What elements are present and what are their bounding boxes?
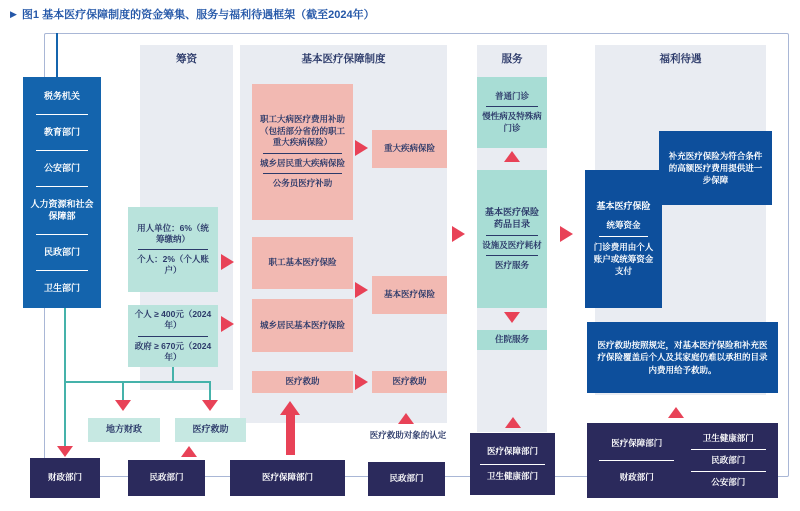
general-outpatient: 普通门诊 — [494, 91, 529, 102]
outpatient-services-box — [477, 77, 547, 148]
divider — [486, 255, 539, 256]
arrow-up-combo-box-icon — [505, 417, 521, 428]
arrow-down-to-finance-dept-icon — [57, 446, 73, 457]
funding-medical-assistance-label: 医疗救助 — [192, 424, 229, 435]
group-left-column — [595, 429, 679, 492]
big-up-arrow-head-icon — [280, 401, 300, 415]
connector-resident-scheme-down — [172, 367, 174, 381]
supplementary-schemes-box — [252, 84, 353, 220]
medical-assistance-left-box — [252, 371, 353, 393]
column-header-welfare: 福利待遇 — [659, 53, 702, 65]
benefit-catalog-box — [477, 170, 547, 308]
ministry-tax: 税务机关 — [43, 90, 80, 101]
connector-top-to-ministries — [56, 33, 58, 77]
divider — [263, 153, 341, 154]
arrow-up-outpatient-icon — [504, 151, 520, 162]
pooled-funds-label: 统筹资金 — [606, 220, 641, 231]
local-finance-label: 地方财政 — [105, 424, 142, 435]
drug-list-label: 基本医疗保险药品目录 — [484, 207, 539, 229]
column-header-funding: 筹资 — [176, 53, 197, 65]
critical-illness-label: 重大疾病保险 — [383, 143, 435, 154]
connector-funding-branch — [64, 381, 210, 383]
group-civil-affairs-label: 民政部门 — [711, 454, 746, 465]
column-header-system: 基本医疗保障制度 — [301, 53, 386, 65]
resident-bmi-box — [252, 299, 353, 352]
divider — [480, 464, 545, 465]
group-depts-box — [587, 423, 778, 498]
assistance-note: 医疗救助按照规定，对基本医疗保险和补充医疗保险覆盖后个人及其家庭仍难以承担的目录内费用给予救助。 — [597, 340, 768, 375]
arrow-up-assistance-target-icon — [398, 413, 414, 424]
healthcare-security-dept-label-1: 医疗保障部门 — [261, 472, 313, 483]
outpatient-payment-note: 门诊费用由个人账户或统筹资金支付 — [593, 241, 654, 277]
arrow-right-critical-illness-icon — [355, 140, 368, 156]
arrow-right-assistance-icon — [355, 374, 368, 390]
medical-assistance-left-label: 医疗救助 — [285, 376, 320, 387]
divider — [36, 186, 87, 187]
ministry-civil-affairs: 民政部门 — [43, 246, 80, 257]
connector-ministries-to-finance — [64, 308, 66, 446]
assistance-note-box — [587, 322, 778, 393]
combo-health-commission-label: 卫生健康部门 — [486, 470, 538, 481]
arrow-right-into-catalog-icon — [452, 226, 465, 242]
ministry-human-resources: 人力资源和社会保障部 — [30, 199, 94, 221]
figure-title: 图1 基本医疗保障制度的资金筹集、服务与福利待遇框架（截至2024年） — [21, 9, 375, 21]
finance-dept-label: 财政部门 — [47, 472, 82, 483]
civil-affairs-dept-box-1 — [128, 460, 205, 496]
inpatient-services-box — [477, 330, 547, 350]
civil-servant-subsidy: 公务员医疗补助 — [272, 178, 333, 189]
civil-affairs-dept-box-2 — [368, 462, 445, 496]
ministry-health: 卫生部门 — [43, 282, 80, 293]
group-right-column — [687, 429, 771, 492]
government-subsidy: 政府 ≥ 670元（2024年） — [134, 340, 212, 362]
arrow-down-to-local-finance-icon — [115, 400, 131, 411]
employee-bmi-box — [252, 237, 353, 289]
assistance-target-label: 医疗救助对象的认定 — [369, 430, 447, 440]
resident-bmi-label: 城乡居民基本医疗保险 — [259, 319, 345, 330]
basic-medical-label: 基本医疗保险 — [383, 289, 435, 300]
arrow-down-to-medical-assistance-icon — [202, 400, 218, 411]
civil-affairs-dept-label-1: 民政部门 — [149, 472, 184, 483]
employee-critical-illness-subsidy: 职工大病医疗费用补助（包括部分省份的职工重大疾病保险） — [259, 114, 345, 148]
divider — [486, 106, 539, 107]
employee-contribution-box — [128, 207, 218, 292]
divider — [263, 173, 341, 174]
divider — [599, 236, 648, 237]
arrow-up-group-box-icon — [668, 407, 684, 418]
welfare-bmi-box — [585, 170, 662, 308]
local-finance-box — [88, 418, 160, 442]
divider — [691, 449, 766, 450]
divider — [599, 460, 674, 461]
inpatient-label: 住院服务 — [494, 334, 529, 345]
arrow-right-employee-icon — [221, 254, 234, 270]
combo-healthcare-security-label: 医疗保障部门 — [486, 446, 538, 457]
group-public-security-label: 公安部门 — [711, 476, 746, 487]
ministries-box — [23, 77, 101, 308]
critical-illness-insurance-box — [372, 130, 447, 168]
facilities-consumables-label: 设施及医疗耗材 — [482, 239, 542, 250]
healthcare-security-dept-box-1 — [230, 460, 345, 496]
group-health-commission-label: 卫生健康部门 — [702, 432, 754, 443]
ministry-public-security: 公安部门 — [43, 163, 80, 174]
divider — [138, 336, 208, 337]
chronic-special-outpatient: 慢性病及特殊病门诊 — [482, 111, 542, 133]
resident-critical-illness-insurance: 城乡居民重大疾病保险 — [259, 157, 345, 168]
big-up-arrow-stem — [286, 414, 295, 455]
column-header-services: 服务 — [501, 53, 523, 65]
welfare-bmi-title: 基本医疗保险 — [596, 201, 651, 212]
funding-medical-assistance-box — [175, 418, 246, 442]
arrow-up-civil-affairs-icon — [181, 446, 197, 457]
group-healthcare-security-label: 医疗保障部门 — [611, 437, 663, 448]
connector-to-local-finance — [122, 381, 124, 401]
supplementary-insurance-note-box — [659, 131, 772, 205]
medical-assistance-right-box — [372, 371, 447, 393]
arrow-right-to-welfare-icon — [560, 226, 573, 242]
arrow-down-inpatient-icon — [504, 312, 520, 323]
divider — [36, 234, 87, 235]
divider — [36, 150, 87, 151]
employer-contribution: 用人单位：6%（统筹缴纳） — [137, 222, 209, 244]
divider — [36, 114, 87, 115]
divider — [691, 471, 766, 472]
supplementary-insurance-note: 补充医疗保险为符合条件的高额医疗费用提供进一步保障 — [668, 150, 763, 186]
medical-assistance-right-label: 医疗救助 — [392, 376, 427, 387]
arrow-right-basic-medical-icon — [355, 282, 368, 298]
divider — [36, 270, 87, 271]
employee-bmi-label: 职工基本医疗保险 — [268, 257, 337, 268]
group-finance-label: 财政部门 — [619, 471, 654, 482]
finance-dept-box — [30, 458, 100, 498]
medical-services-label: 医疗服务 — [494, 259, 529, 270]
resident-contribution-box — [128, 305, 218, 367]
individual-contribution: 个人：2%（个人账户） — [137, 254, 209, 276]
arrow-right-resident-icon — [221, 316, 234, 332]
civil-affairs-dept-label-2: 民政部门 — [389, 473, 424, 484]
figure-title-row — [10, 6, 375, 22]
combo-depts-box — [470, 433, 555, 495]
divider — [486, 235, 539, 236]
basic-medical-insurance-box — [372, 276, 447, 314]
resident-individual-contribution: 个人 ≥ 400元（2024年） — [134, 309, 212, 331]
title-marker-icon: ▶ — [10, 8, 17, 19]
connector-to-medical-assistance — [209, 381, 211, 401]
divider — [138, 249, 208, 250]
ministry-education: 教育部门 — [43, 127, 80, 138]
